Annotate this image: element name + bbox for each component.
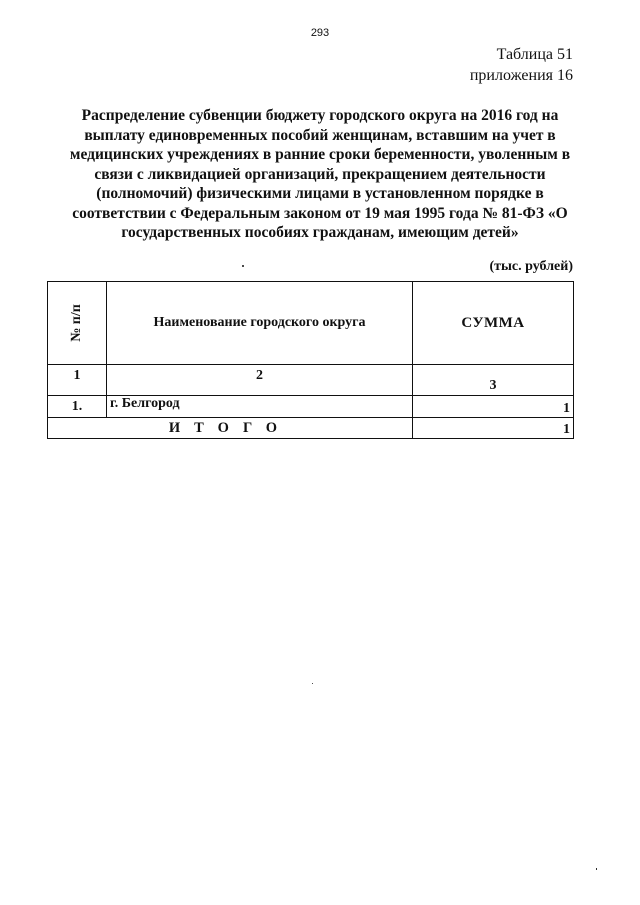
scan-speck [596, 868, 597, 870]
total-label: ИТОГО [48, 418, 413, 439]
units-label: (тыс. рублей) [489, 259, 573, 274]
header-name: Наименование городского округа [153, 315, 366, 330]
column-number-2: 2 [107, 365, 413, 396]
title-line: государственных пособиях гражданам, имеющим детей» [121, 224, 519, 241]
title-line: Распределение субвенции бюджету городского округа на 2016 год на [81, 107, 559, 124]
header-sum-cell [413, 282, 574, 365]
scan-speck [242, 265, 244, 267]
distribution-table [47, 281, 574, 439]
total-sum: 1 [413, 418, 574, 439]
table-header-row [48, 282, 574, 365]
title-line: связи с ликвидацией организаций, прекращением деятельности [94, 165, 546, 183]
row-name: г. Белгород [107, 396, 413, 418]
header-number: № п/п [69, 304, 84, 342]
scan-speck [312, 683, 313, 684]
title-line: (полномочий) физическими лицами в установленном порядке в [96, 185, 544, 202]
header-name-cell [107, 282, 413, 365]
table-ref-line2: приложения 16 [469, 67, 573, 84]
page-number: 293 [310, 27, 330, 39]
header-sum: СУММА [461, 314, 525, 331]
row-number: 1. [48, 396, 107, 418]
header-number-cell [48, 282, 107, 365]
column-number-row [48, 365, 574, 396]
title-line: выплату единовременных пособий женщинам, вставшим на учет в [84, 126, 556, 144]
column-number-3: 3 [413, 365, 574, 396]
title-line: соответствии с Федеральным законом от 19 мая 1995 года № 81-ФЗ «О [72, 204, 568, 222]
title-line: медицинских учреждениях в ранние сроки беременности, уволенным в [69, 146, 571, 163]
total-row [48, 418, 574, 439]
table-reference [470, 44, 573, 86]
table-row [48, 396, 574, 418]
row-sum: 1 [413, 396, 574, 418]
document-title [60, 106, 580, 243]
column-number-1: 1 [48, 365, 107, 396]
table-ref-line1: Таблица 51 [496, 46, 573, 63]
